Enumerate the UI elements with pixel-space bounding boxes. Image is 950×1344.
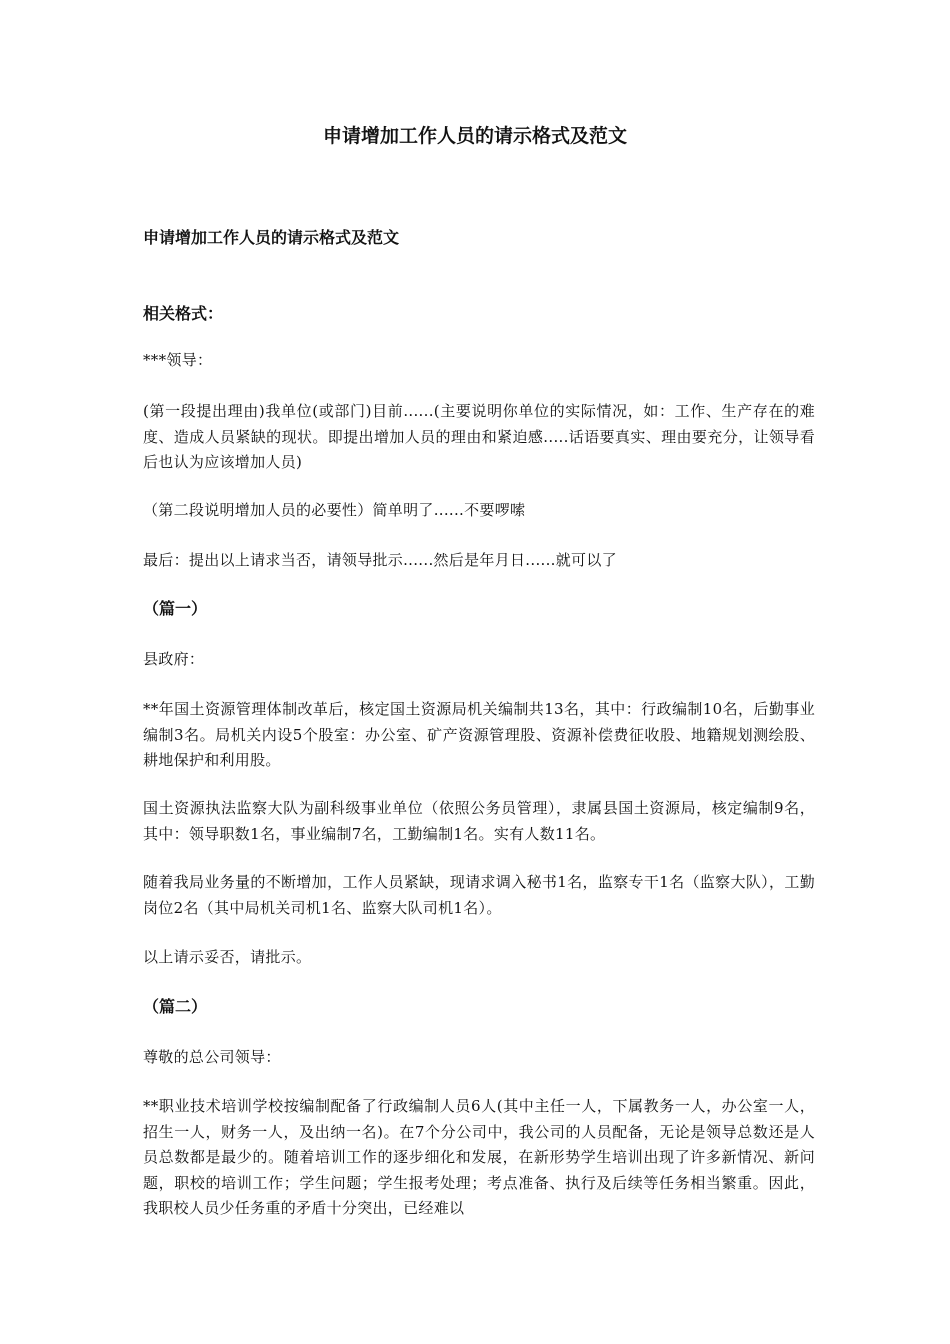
- format-paragraph-1: (第一段提出理由)我单位(或部门)目前......(主要说明你单位的实际情况，如：工作、生产存在的难度、造成人员紧缺的现状。即提出增加人员的理由和紧迫感.....话语要真实、理由要充分，让领导看后也认为应该增加人员): [143, 402, 815, 471]
- format-paragraph-2: （第二段说明增加人员的必要性）简单明了......不要啰嗦: [143, 501, 526, 519]
- format-heading: 相关格式：: [143, 304, 224, 323]
- section2-heading: （篇二）: [143, 997, 208, 1016]
- section1-paragraph-1: **年国土资源管理体制改革后，核定国土资源局机关编制共13名，其中：行政编制10名，后勤事业编制3名。局机关内设5个股室：办公室、矿产资源管理股、资源补偿费征收股、地籍规划测绘股、耕地保护和利用股。: [143, 700, 815, 769]
- section1-paragraph-3: 随着我局业务量的不断增加，工作人员紧缺，现请求调入秘书1名，监察专干1名（监察大队），工勤岗位2名（其中局机关司机1名、监察大队司机1名）。: [143, 873, 815, 917]
- section1-paragraph-2: 国土资源执法监察大队为副科级事业单位（依照公务员管理），隶属县国土资源局，核定编制9名，其中：领导职数1名，事业编制7名，工勤编制1名。实有人数11名。: [143, 799, 815, 843]
- document-title: 申请增加工作人员的请示格式及范文: [322, 125, 627, 147]
- section1-closing: 以上请示妥否，请批示。: [143, 948, 312, 966]
- section2-paragraph-1: **职业技术培训学校按编制配备了行政编制人员6人(其中主任一人，下属教务一人，办公室一人，招生一人，财务一人，及出纳一名)。在7个分公司中，我公司的人员配备，无论是领导总数还是人员总数都是最少的。随着培训工作的逐步细化和发展，在新形势学生培训出现了许多新情况、新问题，职校的培训工作；学生问题；学生报考处理；考点准备、执行及后续等任务相当繁重。因此，我职校人员少任务重的矛盾十分突出，已经难以: [143, 1097, 815, 1217]
- format-closing: 最后：提出以上请求当否，请领导批示......然后是年月日......就可以了: [143, 551, 617, 569]
- document-subtitle: 申请增加工作人员的请示格式及范文: [143, 228, 400, 247]
- section1-salutation: 县政府：: [143, 650, 205, 668]
- format-salutation: ***领导：: [143, 351, 213, 369]
- section1-heading: （篇一）: [143, 599, 208, 618]
- section2-salutation: 尊敬的总公司领导：: [143, 1048, 281, 1066]
